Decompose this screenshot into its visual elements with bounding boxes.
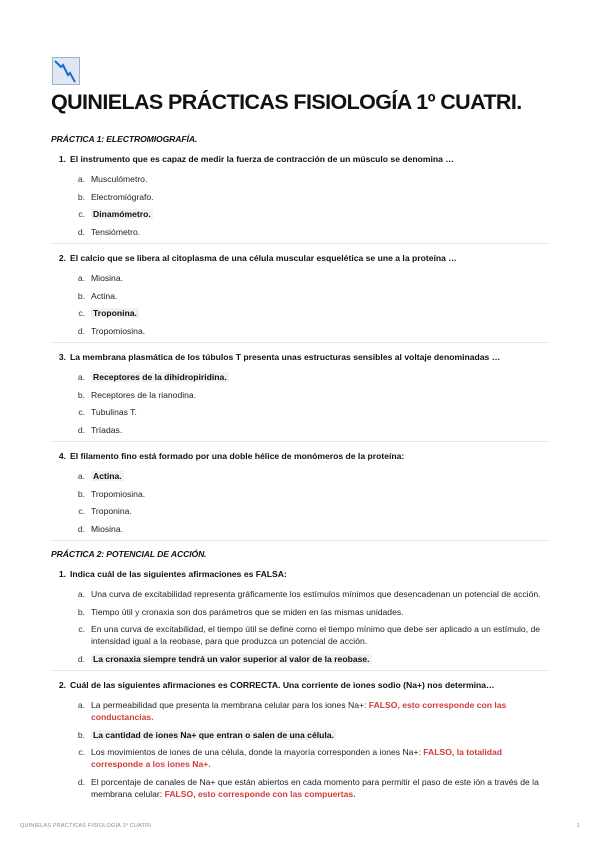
option-d-correct: d. La cronaxia siempre tendrá un valor superior al valor de la reobase.: [77, 653, 370, 664]
question-number: 3.: [58, 352, 66, 362]
content: [51, 134, 549, 805]
divider: [51, 243, 549, 244]
page-title: QUINIELAS PRÁCTICAS FISIOLOGÍA 1º CUATRI.: [51, 90, 522, 114]
false-note: FALSO, esto corresponde con las compuertas.: [164, 788, 356, 799]
option-b: b. Receptores de la rianodina.: [77, 389, 197, 400]
option-d: d. Tensiómetro.: [77, 226, 141, 237]
option-d: d. Miosina.: [77, 523, 123, 534]
option-d: d. Tríadas.: [77, 424, 123, 435]
page-number: 1: [576, 823, 580, 829]
false-note: FALSO, la totalidad corresponde a los iones Na+.: [91, 747, 503, 769]
option-a: a. Miosina.: [77, 273, 123, 283]
page-footer: [20, 823, 580, 829]
option-a-correct: a. Receptores de la dihidropiridina.: [77, 372, 227, 382]
question-number: 2.: [58, 253, 66, 263]
question-text: El instrumento que es capaz de medir la fuerza de contracción de un músculo se denomina …: [70, 154, 454, 164]
question-1-3: [51, 351, 549, 436]
option-b-correct: b. La cantidad de iones Na+ que entran o salen de una célula.: [77, 729, 334, 740]
option-c-correct: c. Troponina.: [78, 308, 137, 318]
divider: [51, 441, 549, 442]
option-c: c. Los movimientos de iones de una célula, donde la mayoría corresponden a iones Na+: FALSO, la totalidad corresponde a los iones Na+.: [78, 747, 503, 769]
question-text: Cuál de las siguientes afirmaciones es CORRECTA. Una corriente de iones sodio (Na+) nos determina…: [70, 680, 495, 690]
option-c: c. Tubulinas T.: [78, 407, 137, 417]
divider: [51, 342, 549, 343]
question-text: El calcio que se libera al citoplasma de una célula muscular esquelética se une a la proteína …: [70, 253, 457, 263]
question-number: 1.: [58, 154, 66, 164]
document-logo-icon: [52, 57, 80, 85]
question-number: 1.: [58, 569, 66, 579]
false-note: FALSO, esto corresponde con las conductancias.: [91, 700, 507, 722]
question-text: Indica cuál de las siguientes afirmaciones es FALSA:: [70, 569, 287, 579]
question-text: La membrana plasmática de los túbulos T presenta unas estructuras sensibles al voltaje denominadas …: [70, 352, 501, 362]
option-a: a. Musculómetro.: [77, 174, 148, 184]
option-d: d. El porcentaje de canales de Na+ que están abiertos en cada momento para permitir el paso de este ión a través de la membrana celular: FALSO, esto corresponde con las compuertas.: [77, 776, 539, 799]
option-a: a. La permeabilidad que presenta la membrana celular para los iones Na+: FALSO, esto corresponde con las conductancias.: [77, 700, 507, 722]
question-number: 2.: [58, 680, 66, 690]
divider: [51, 670, 549, 671]
option-c: c. Troponina.: [78, 506, 132, 516]
option-c-correct: c. Dinamómetro.: [78, 209, 151, 219]
option-a: a. Una curva de excitabilidad representa gráficamente los estímulos mínimos que desencadenan un potencial de acción.: [77, 589, 541, 599]
question-number: 4.: [58, 451, 66, 461]
divider: [51, 540, 549, 541]
question-1-4: [51, 450, 549, 535]
question-1-1: [51, 153, 549, 238]
option-d: d. Tropomiosina.: [77, 325, 146, 336]
question-text: El filamento fino está formado por una doble hélice de monómeros de la proteína:: [70, 451, 405, 461]
section-title-1: PRÁCTICA 1: ELECTROMIOGRAFÍA.: [51, 134, 198, 144]
footer-title: QUINIELAS PRÁCTICAS FISIOLOGÍA 1º CUATRI.: [20, 823, 153, 829]
question-2-1: [51, 568, 549, 665]
option-c: c. En una curva de excitabilidad, el tiempo útil se define como el tiempo mínimo que debe ser aplicado a un estímulo, de intensidad igual a la reobase, para que produzca un potencial de acción.: [78, 624, 541, 646]
option-b: b. Tropomiosina.: [77, 488, 146, 499]
option-b: b. Tiempo útil y cronaxia son dos parámetros que se miden en las mismas unidades.: [77, 606, 404, 617]
option-b: b. Electromiógrafo.: [77, 191, 154, 202]
section-title-2: PRÁCTICA 2: POTENCIAL DE ACCIÓN.: [51, 549, 207, 559]
option-b: b. Actina.: [77, 290, 118, 301]
option-a-correct: a. Actina.: [77, 471, 122, 481]
question-2-2: [51, 679, 549, 800]
question-1-2: [51, 252, 549, 337]
